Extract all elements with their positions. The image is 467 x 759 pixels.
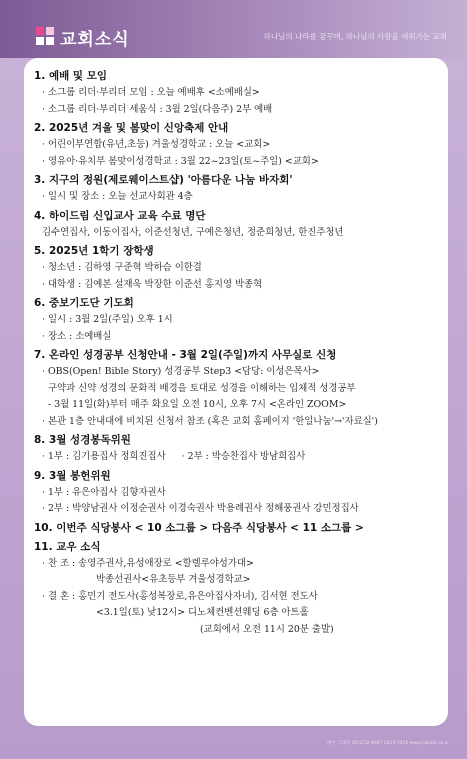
list-item: <3.1일(토) 낮12시> 디노체컨벤션웨딩 6층 아트홀 [96,607,309,618]
list-item: · 소그룹 리더·부리더 모임 : 오늘 예배후 <소예배실> [42,87,260,98]
list-item: 박종선권사<유초등부 겨울성경학교> [96,574,251,585]
section-heading: 2. 2025년 겨울 및 봄맞이 신앙축제 안내 [34,122,229,134]
list-item [34,449,438,466]
list-item: - 3월 11일(화)부터 매주 화요일 오전 10시, 오후 7시 <온라인 ZOOM> [48,399,347,410]
section-bazaar [34,172,438,206]
list-item: · OBS(Open! Bible Story) 성경공부 Step3 <담당: 이성은목사> [42,366,320,377]
footer-credit: 메이 그래픽 (02)272-4667 2615-5420 www.jsbible.co.kr [327,741,449,746]
list-item: (교회에서 오전 11시 20분 출발) [200,623,334,635]
section-heading: 4. 하이드림 신입교사 교육 수료 명단 [34,209,206,222]
section-heading: 8. 3월 성경봉독위원 [34,434,131,446]
section-heading: 7. 온라인 성경공부 신청안내 - 3월 2일(주일)까지 사무실로 신청 [34,349,337,361]
section-new-teachers [34,208,438,242]
section-prayer [34,295,438,345]
list-item: · 일시 : 3월 2일(주일) 오후 1시 [42,314,173,325]
section-heading: 1. 예배 및 모임 [34,70,107,82]
list-item: · 찬 조 : 송영주권사,유성애장로 <할렐루야성가대> [42,557,254,569]
section-heading: 9. 3월 봉헌위원 [34,469,111,482]
list-item: 김수연집사, 이동이집사, 이준선청년, 구예은청년, 정준희청년, 한진주청년 [42,226,344,238]
list-item: · 영유아·유치부 봄맞이성경학교 : 3월 22~23일(토~주일) <교회> [42,155,319,167]
list-item: · 어린이부연합(유년,초등) 겨울성경학교 : 오늘 <교회> [42,139,271,150]
list-item: · 1부 : 유은아집사 김향자권사 [42,486,166,498]
list-item: 구약과 신약 성경의 문화적 배경을 토대로 성경을 이해하는 입체적 성경공부 [48,382,356,394]
church-slogan: 하나님의 나라를 꿈꾸며, 하나님의 사람을 세워가는 교회 [263,32,447,41]
news-card [24,58,448,726]
list-item: · 장소 : 소예배실 [42,330,112,342]
list-item: · 일시 및 장소 : 오늘 선교사회관 4층 [42,191,193,202]
section-heading: 6. 중보기도단 기도회 [34,297,134,309]
section-offering [34,468,438,518]
church-logo-icon [36,27,54,45]
section-worship [34,68,438,118]
section-heading: 11. 교우 소식 [34,540,101,553]
section-heading: 5. 2025년 1학기 장학생 [34,245,154,257]
page-title: 교회소식 [60,30,130,50]
list-item: · 대학생 : 김예본 설재욱 박장한 이준선 홍지영 박종혁 [42,278,263,290]
list-item: · 청소년 : 김하영 구준혁 박하슴 이한결 [42,262,202,273]
list-item: · 2부 : 박양남권사 이정순권사 이경숙권사 박용례권사 정해풍권사 강민정집사 [42,503,359,514]
list-item: · 소그룹 리더·부리더 세움식 : 3월 2일(다음주) 2부 예배 [42,103,273,115]
section-kitchen [34,520,438,537]
section-festival [34,120,438,170]
list-item: · 본관 1층 안내대에 비치된 신청서 참조 (혹은 교회 홈페이지 '한일나눔'→'자료실') [42,415,378,427]
section-member-news [34,539,438,639]
list-item: · 결 혼 : 홍민기 전도사(홍성복장로,유은아집사자녀), 김서현 전도사 [42,590,318,602]
first-service-readers: · 1부 : 김기용집사 정희진집사 [42,451,166,462]
section-heading: 3. 지구의 정원(제로웨이스트샵) '아름다운 나눔 바자회' [34,174,293,186]
section-bible-study [34,347,438,430]
header-banner [0,0,467,58]
section-scholarship [34,243,438,293]
section-heading: 10. 이번주 식당봉사 < 10 소그룹 > 다음주 식당봉사 < 11 소그룹 > [34,521,364,534]
second-service-readers: · 2부 : 박승찬집사 방남희집사 [181,451,306,462]
section-scripture-readers [34,432,438,466]
